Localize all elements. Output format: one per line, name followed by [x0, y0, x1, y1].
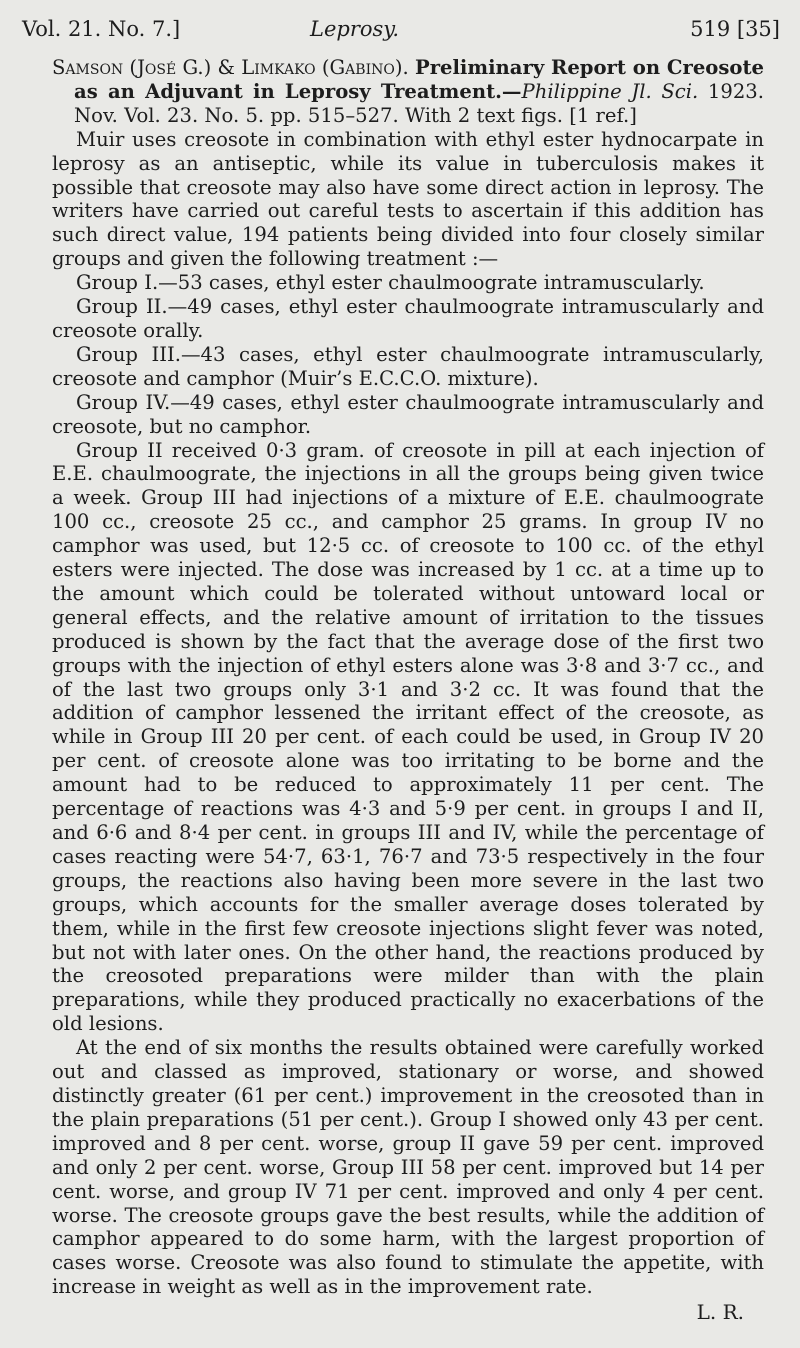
citation-authors: Samson (José G.) & Limkako (Gabino). — [52, 56, 409, 79]
paragraph-intro: Muir uses creosote in combination with ethyl ester hydnocarpate in leprosy as an antiseptic, while its value in tuberculosis makes it possible that creosote may also have some direct action in leprosy. The writers have carried out careful tests to ascertain if this addition has such direct value, 194 patients being divided into four closely similar groups and given the following treatment :— — [52, 127, 764, 271]
paragraph-group-2: Group II.—49 cases, ethyl ester chaulmoograte intramuscularly and creosote orally. — [52, 295, 764, 342]
paragraph-group-3: Group III.—43 cases, ethyl ester chaulmoograte intramuscularly, creosote and camphor (Muir’s E.C.C.O. mixture). — [52, 342, 764, 390]
citation-title: Preliminary Report on Creosote as an Adjuvant in Leprosy Treatment.— — [74, 56, 764, 103]
page-number: 519 [35] — [690, 17, 780, 41]
article-body — [52, 56, 764, 1325]
volume-issue: Vol. 21. No. 7.] — [22, 17, 181, 41]
paragraph-dosage: Group II received 0·3 gram. of creosote in pill at each injection of E.E. chaulmoograte, the injections in all the groups being given twice a week. Group III had injections of a mixture of E.E. chaulmoograte 100 cc., creosote 25 cc., and camphor 25 grams. In group IV no camphor was used, but 12·5 cc. of creosote to 100 cc. of the ethyl esters were injected. The dose was increased by 1 cc. at a time up to the amount which could be tolerated without untoward local or general effects, and the relative amount of irritation to the tissues produced is shown by the fact that the average dose of the first two groups with the injection of ethyl esters alone was 3·8 and 3·7 cc., and of the last two groups only 3·1 and 3·2 cc. It was found that the addition of camphor lessened the irritant effect of the creosote, as while in Group III 20 per cent. of each could be used, in Group IV 20 per cent. of creosote alone was too irritating to be borne and the amount had to be reduced to approximately 11 per cent. The percentage of reactions was 4·3 and 5·9 per cent. in groups I and II, and 6·6 and 8·4 per cent. in groups III and IV, while the percentage of cases reacting were 54·7, 63·1, 76·7 and 73·5 respectively in the four groups, the reactions also having been more severe in the last two groups, which accounts for the smaller average doses tolerated by them, while in the first few creosote injections slight fever was noted, but not with later ones. On the other hand, the reactions produced by the creosoted preparations were milder than with the plain preparations, while they produced practically no exacerbations of the old lesions. — [52, 438, 764, 1036]
paragraph-group-4: Group IV.—49 cases, ethyl ester chaulmoograte intramuscularly and creosote, but no camphor. — [52, 390, 764, 438]
section-title: Leprosy. — [310, 17, 400, 41]
running-header — [22, 14, 780, 44]
paragraph-results: At the end of six months the results obtained were carefully worked out and classed as improved, stationary or worse, and showed distinctly greater (61 per cent.) improvement in the creosoted than in the plain preparations (51 per cent.). Group I showed only 43 per cent. improved and 8 per cent. worse, group II gave 59 per cent. improved and only 2 per cent. worse, Group III 58 per cent. improved but 14 per cent. worse, and group IV 71 per cent. improved and only 4 per cent. worse. The creosote groups gave the best results, while the addition of camphor appeared to do some harm, with the largest proportion of cases worse. Creosote was also found to stimulate the appetite, with increase in weight as well as in the improvement rate. — [52, 1036, 764, 1299]
paragraph-group-1: Group I.—53 cases, ethyl ester chaulmoograte intramuscularly. — [76, 271, 705, 295]
reviewer-signature: L. R. — [696, 1300, 744, 1325]
citation-details: 1923. Nov. Vol. 23. No. 5. pp. 515–527. With 2 text figs. [1 ref.] — [74, 79, 764, 127]
citation-journal: Philippine Jl. Sci. — [521, 79, 699, 103]
citation — [52, 56, 764, 128]
